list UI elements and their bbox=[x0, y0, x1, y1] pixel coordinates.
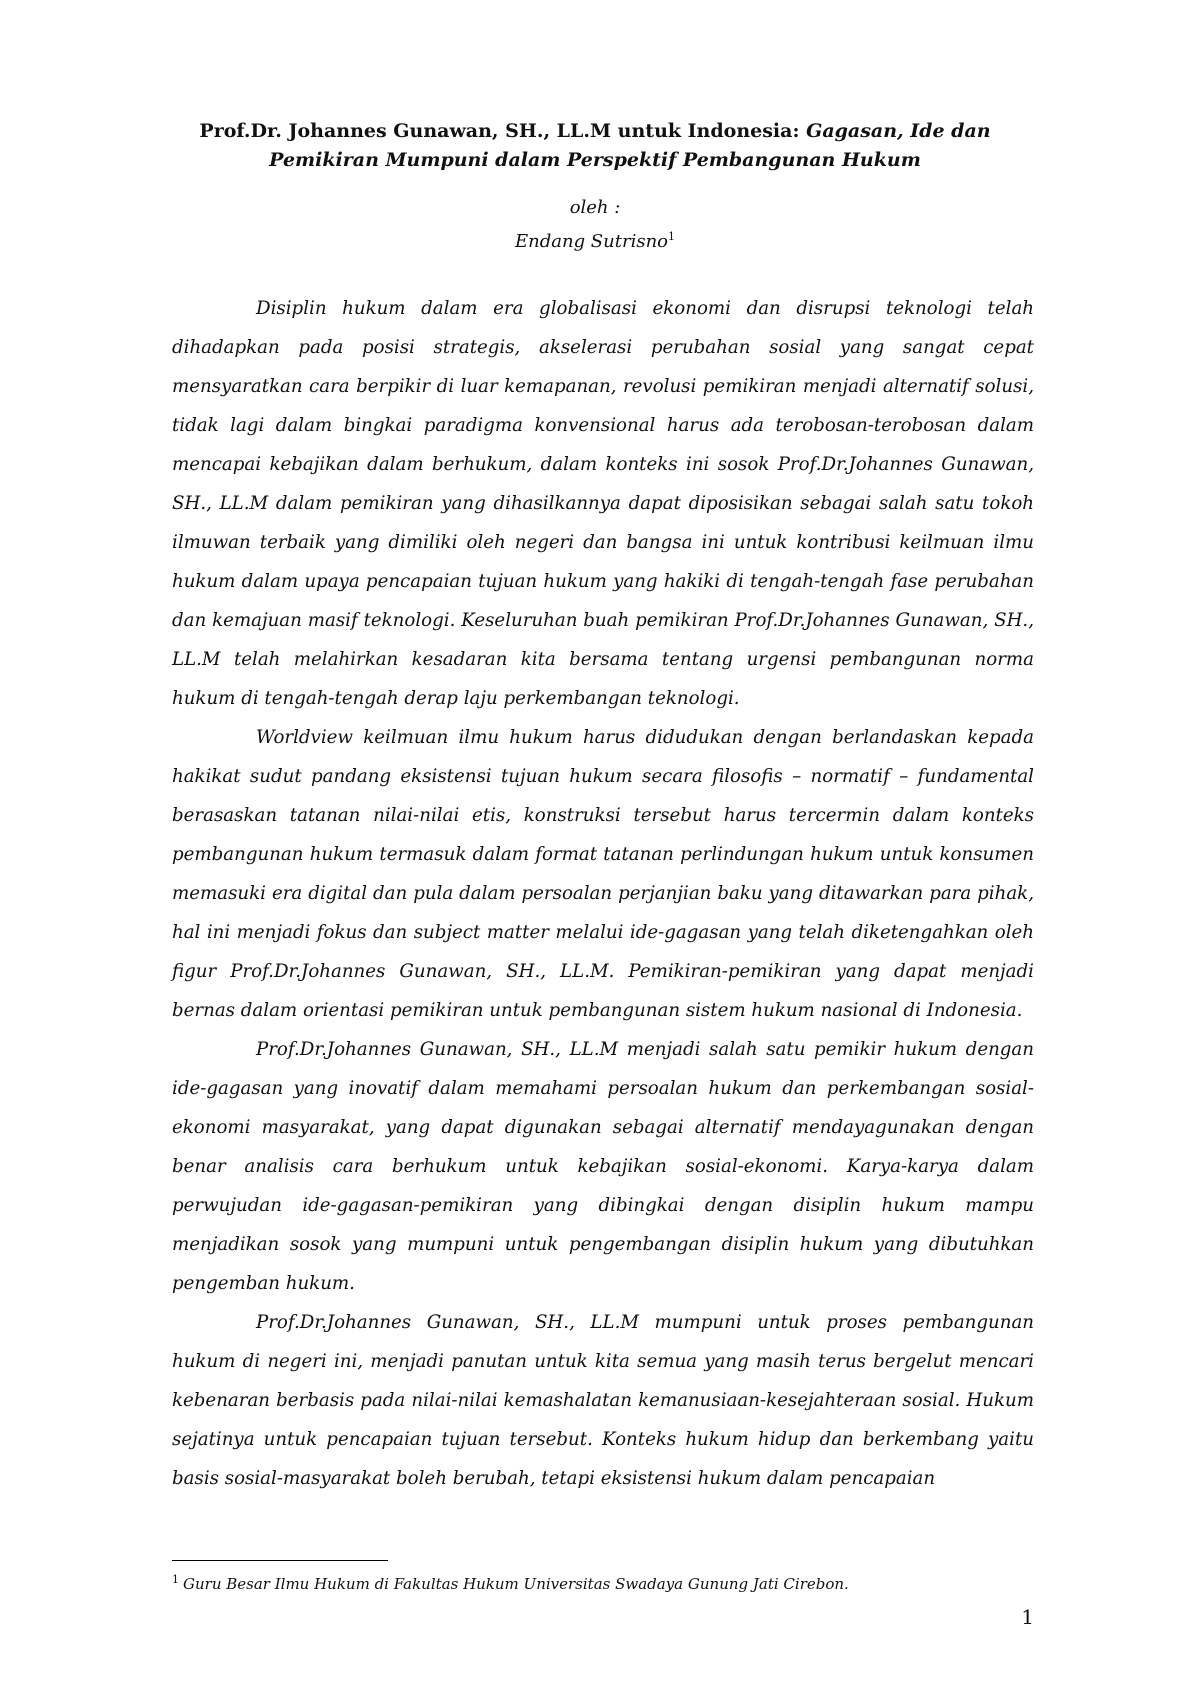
paragraph-1: Disiplin hukum dalam era globalisasi ekonomi dan disrupsi teknologi telah dihadapkan pada posisi strategis, akselerasi perubahan sosial yang sangat cepat mensyaratkan cara berpikir di luar kemapanan, revolusi pemikiran menjadi alternatif solusi, tidak lagi dalam bingkai paradigma konvensional harus ada terobosan-terobosan dalam mencapai kebajikan dalam berhukum, dalam konteks ini sosok Prof.Dr.Johannes Gunawan, SH., LL.M dalam pemikiran yang dihasilkannya dapat diposisikan sebagai salah satu tokoh ilmuwan terbaik yang dimiliki oleh negeri dan bangsa ini untuk kontribusi keilmuan ilmu hukum dalam upaya pencapaian tujuan hukum yang hakiki di tengah-tengah fase perubahan dan kemajuan masif teknologi. Keseluruhan buah pemikiran Prof.Dr.Johannes Gunawan, SH., LL.M telah melahirkan kesadaran kita bersama tentang urgensi pembangunan norma hukum di tengah-tengah derap laju perkembangan teknologi. bbox=[172, 298, 1034, 709]
document-body bbox=[172, 289, 1034, 1498]
paragraph-2: Worldview keilmuan ilmu hukum harus didudukan dengan berlandaskan kepada hakikat sudut pandang eksistensi tujuan hukum secara filosofis – normatif – fundamental berasaskan tatanan nilai-nilai etis, konstruksi tersebut harus tercermin dalam konteks pembangunan hukum termasuk dalam format tatanan perlindungan hukum untuk konsumen memasuki era digital dan pula dalam persoalan perjanjian baku yang ditawarkan para pihak, hal ini menjadi fokus dan subject matter melalui ide-gagasan yang telah diketengahkan oleh figur Prof.Dr.Johannes Gunawan, SH., LL.M. Pemikiran-pemikiran yang dapat menjadi bernas dalam orientasi pemikiran untuk pembangunan sistem hukum nasional di Indonesia. bbox=[172, 727, 1034, 1021]
document-title bbox=[150, 117, 1040, 175]
byline bbox=[150, 193, 1040, 256]
paragraph-4: Prof.Dr.Johannes Gunawan, SH., LL.M mumpuni untuk proses pembangunan hukum di negeri ini, menjadi panutan untuk kita semua yang masih terus bergelut mencari kebenaran berbasis pada nilai-nilai kemashalatan kemanusiaan-kesejahteraan sosial. Hukum sejatinya untuk pencapaian tujuan tersebut. Konteks hukum hidup dan berkembang yaitu basis sosial-masyarakat boleh berubah, tetapi eksistensi hukum dalam pencapaian bbox=[172, 1312, 1034, 1489]
title-bold-part: Prof.Dr. Johannes Gunawan, SH., LL.M untuk Indonesia: bbox=[199, 120, 800, 142]
footnote bbox=[172, 1569, 1034, 1595]
paragraph-3: Prof.Dr.Johannes Gunawan, SH., LL.M menjadi salah satu pemikir hukum dengan ide-gagasan yang inovatif dalam memahami persoalan hukum dan perkembangan sosial-ekonomi masyarakat, yang dapat digunakan sebagai alternatif mendayagunakan dengan benar analisis cara berhukum untuk kebajikan sosial-ekonomi. Karya-karya dalam perwujudan ide-gagasan-pemikiran yang dibingkai dengan disiplin hukum mampu menjadikan sosok yang mumpuni untuk pengembangan disiplin hukum yang dibutuhkan pengemban hukum. bbox=[172, 1039, 1034, 1294]
byline-by: oleh : bbox=[569, 197, 621, 218]
footnote-number: 1 bbox=[172, 1573, 179, 1586]
footnote-separator bbox=[172, 1560, 388, 1561]
title-italic-part: Gagasan, Ide dan Pemikiran Mumpuni dalam Perspektif Pembangunan Hukum bbox=[269, 120, 991, 171]
author-footnote-ref: 1 bbox=[668, 230, 675, 243]
author-name: Endang Sutrisno bbox=[514, 231, 668, 252]
byline-author-line bbox=[150, 222, 1040, 256]
page-number: 1 bbox=[1021, 1605, 1034, 1629]
footnote-text: Guru Besar Ilmu Hukum di Fakultas Hukum Universitas Swadaya Gunung Jati Cirebon. bbox=[183, 1575, 849, 1593]
